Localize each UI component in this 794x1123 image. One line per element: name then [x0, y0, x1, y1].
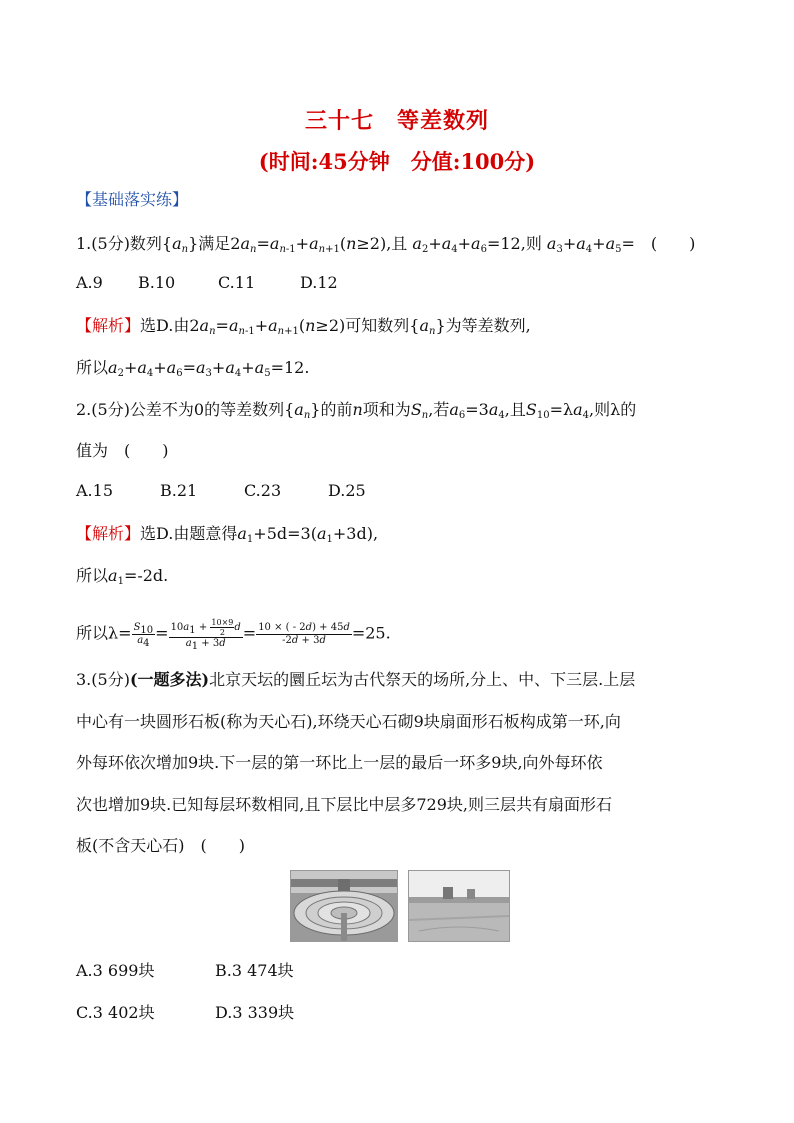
section-heading: 【基础落实练】 — [76, 190, 189, 209]
option-d[interactable]: D.12 — [300, 273, 338, 292]
altar-aerial-photo — [290, 870, 398, 942]
question-3-stem-line-1: 3.(5分)(一题多法)北京天坛的圜丘坛为古代祭天的场所,分上、中、下三层.上层 — [76, 670, 636, 689]
question-1-analysis-line-2: 所以$a_2+a_4+a_6=a_3+a_4+a_5=12$. — [76, 358, 310, 379]
fraction-substituted: $\frac{10 \times ( - 2d) + 45d}{-2d + 3d}$ — [258, 621, 350, 646]
analysis-tag: 【解析】 — [76, 524, 141, 543]
page-subtitle: (时间:45分钟 分值:100分) — [258, 149, 536, 174]
question-2-stem: 2.(5分)公差不为0的等差数列$\{a_n\}$的前n项和为$S_n$,若$a_6=3a_4$,且$S_{10}=\lambda a_4$,则λ的 — [76, 400, 637, 421]
option-d[interactable]: D.25 — [328, 481, 366, 500]
option-d[interactable]: D.3 339块 — [215, 1003, 295, 1022]
question-3-options-row-2 — [76, 1003, 294, 1023]
page-title: 三十七 等差数列 — [304, 108, 489, 134]
question-2-options — [76, 481, 366, 501]
question-2-stem-line-2: 值为 ( ) — [76, 441, 169, 460]
multi-method-tag: (一题多法) — [129, 670, 210, 689]
question-1-analysis-line-1: 【解析】选D.由$2a_n=a_{n-1}+a_{n+1}(n\ge 2)$可知数列$\{a_n\}$为等差数列, — [76, 316, 531, 337]
option-c[interactable]: C.3 402块 — [76, 1003, 155, 1022]
question-3-stem-line-3: 外每环依次增加9块.下一层的第一环比上一层的最后一环多9块,向外每环依 — [76, 753, 603, 772]
altar-ground-photo — [408, 870, 510, 942]
question-2-analysis-line-3: 所以λ= $\frac{S_{10}}{a_4}$ = $10a_1$ + $\frac{10\times 9}{2}$ d $a_1 + 3d$ = $\frac{10 \times ( - 2d) + 45d}{-2d + 3d}$ =25. — [76, 618, 391, 652]
fraction-expanded: $10a_1$ + $\frac{10\times 9}{2}$ d $a_1 + 3d$ — [170, 618, 241, 652]
question-2-analysis-line-2: 所以$a_1=-2d$. — [76, 566, 169, 587]
question-1-stem: 1.(5分)数列$\{a_n\}$满足$2a_n=a_{n-1}+a_{n+1}(n\ge 2)$,且 $a_2+a_4+a_6=12$,则 $a_3+a_4+a_5=$ ( ) — [76, 234, 696, 255]
option-a[interactable]: A.9 — [76, 273, 103, 292]
option-b[interactable]: B.10 — [138, 273, 176, 292]
option-b[interactable]: B.21 — [160, 481, 198, 500]
option-a[interactable]: A.3 699块 — [76, 961, 155, 980]
question-2-analysis-line-1: 【解析】选D.由题意得$a_1+5d=3(a_1+3d)$, — [76, 524, 379, 545]
fraction-s10-a4: $\frac{S_{10}}{a_4}$ — [133, 621, 154, 649]
question-3-options-row-1 — [76, 961, 294, 981]
option-a[interactable]: A.15 — [76, 481, 113, 500]
question-3-stem-line-2: 中心有一块圆形石板(称为天心石),环绕天心石砌9块扇面形石板构成第一环,向 — [76, 712, 621, 731]
option-b[interactable]: B.3 474块 — [215, 961, 294, 980]
question-3-stem-line-5: 板(不含天心石) ( ) — [76, 836, 245, 855]
option-c[interactable]: C.23 — [244, 481, 282, 500]
analysis-tag: 【解析】 — [76, 316, 141, 335]
question-1-options — [76, 273, 338, 293]
question-3-stem-line-4: 次也增加9块.已知每层环数相同,且下层比中层多729块,则三层共有扇面形石 — [76, 795, 612, 814]
option-c[interactable]: C.11 — [218, 273, 256, 292]
